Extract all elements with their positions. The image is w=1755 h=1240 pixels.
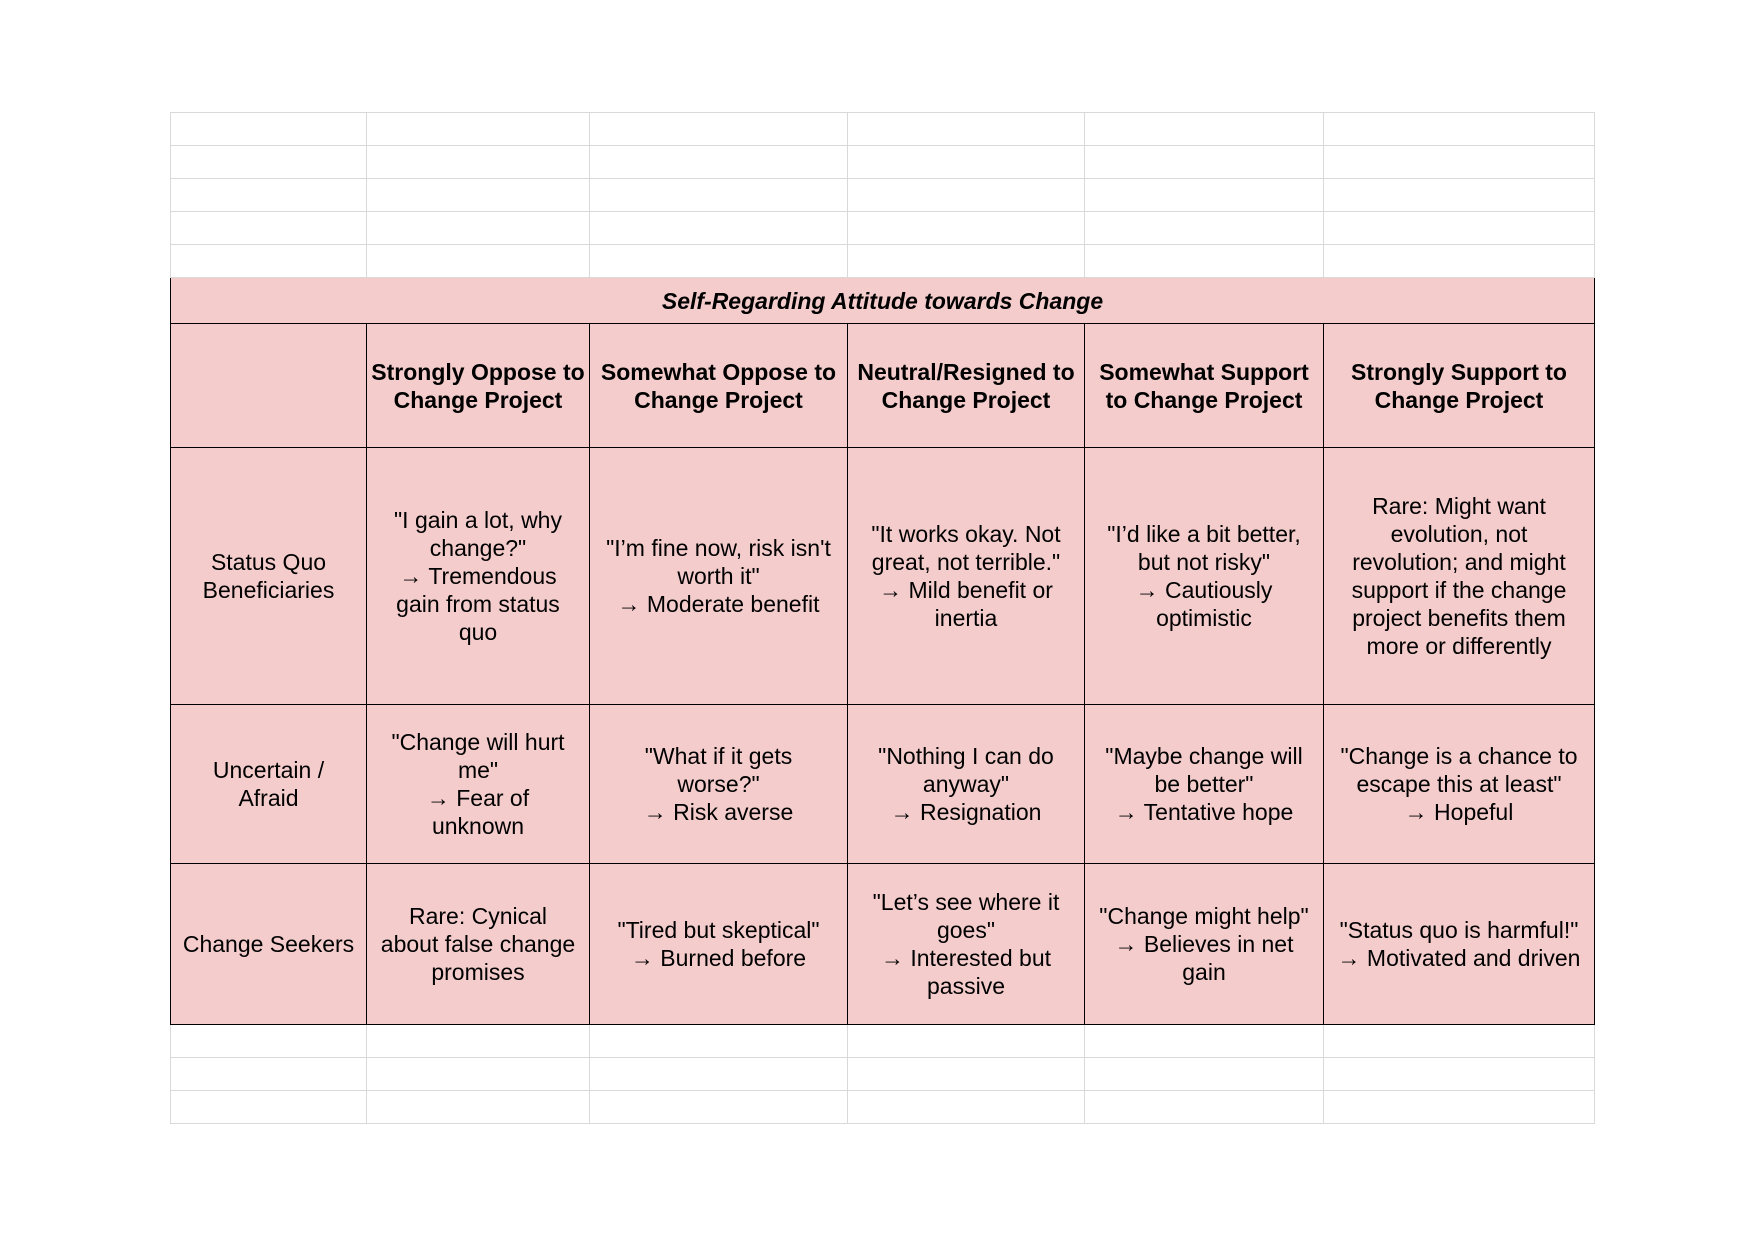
empty-cell[interactable] [1324,179,1595,212]
empty-cell[interactable] [171,1058,367,1091]
empty-cell[interactable] [171,146,367,179]
empty-cell[interactable] [367,113,590,146]
table-cell[interactable]: "Change is a chance to escape this at least" → Hopeful [1324,705,1595,864]
column-header-somewhat-oppose[interactable]: Somewhat Oppose to Change Project [590,324,848,448]
empty-row [171,1058,1595,1091]
spreadsheet-page [170,112,1594,1124]
table-cell[interactable]: Rare: Cynical about false change promises [367,864,590,1025]
empty-cell[interactable] [1085,1058,1324,1091]
table-cell[interactable]: "It works okay. Not great, not terrible." → Mild benefit or inertia [848,448,1085,705]
empty-cell[interactable] [1085,146,1324,179]
title-row [171,278,1595,324]
empty-cell[interactable] [848,245,1085,278]
empty-cell[interactable] [848,1091,1085,1124]
empty-cell[interactable] [367,1091,590,1124]
table-title[interactable]: Self-Regarding Attitude towards Change [171,278,1595,324]
empty-cell[interactable] [171,212,367,245]
empty-cell[interactable] [1324,146,1595,179]
empty-cell[interactable] [171,113,367,146]
empty-cell[interactable] [1324,113,1595,146]
empty-cell[interactable] [848,1025,1085,1058]
column-header-somewhat-support[interactable]: Somewhat Support to Change Project [1085,324,1324,448]
table-cell[interactable]: "I gain a lot, why change?" → Tremendous gain from status quo [367,448,590,705]
empty-cell[interactable] [590,146,848,179]
empty-cell[interactable] [1324,1058,1595,1091]
table-row-change-seekers [171,864,1595,1025]
empty-cell[interactable] [367,1025,590,1058]
table-cell[interactable]: "Change will hurt me" → Fear of unknown [367,705,590,864]
table-cell[interactable]: "I’m fine now, risk isn't worth it" → Moderate benefit [590,448,848,705]
empty-cell[interactable] [1324,245,1595,278]
empty-cell[interactable] [171,1091,367,1124]
empty-cell[interactable] [590,1058,848,1091]
table-cell[interactable]: "What if it gets worse?" → Risk averse [590,705,848,864]
empty-cell[interactable] [1085,1091,1324,1124]
empty-row [171,245,1595,278]
empty-cell[interactable] [590,113,848,146]
table-cell[interactable]: "Let’s see where it goes" → Interested but passive [848,864,1085,1025]
empty-cell[interactable] [848,113,1085,146]
table-cell[interactable]: "I’d like a bit better, but not risky" → Cautiously optimistic [1085,448,1324,705]
empty-cell[interactable] [367,179,590,212]
table-cell[interactable]: "Nothing I can do anyway" → Resignation [848,705,1085,864]
empty-cell[interactable] [1324,212,1595,245]
empty-cell[interactable] [590,179,848,212]
empty-cell[interactable] [590,212,848,245]
empty-row [171,1025,1595,1058]
empty-cell[interactable] [848,146,1085,179]
empty-row [171,113,1595,146]
empty-cell[interactable] [1324,1091,1595,1124]
empty-cell[interactable] [848,179,1085,212]
column-header-strongly-oppose[interactable]: Strongly Oppose to Change Project [367,324,590,448]
row-header-change-seekers[interactable]: Change Seekers [171,864,367,1025]
empty-cell[interactable] [590,1091,848,1124]
row-header-uncertain-afraid[interactable]: Uncertain / Afraid [171,705,367,864]
empty-cell[interactable] [171,179,367,212]
empty-cell[interactable] [171,1025,367,1058]
empty-cell[interactable] [1324,1025,1595,1058]
empty-cell[interactable] [590,245,848,278]
column-header-neutral-resigned[interactable]: Neutral/Resigned to Change Project [848,324,1085,448]
empty-cell[interactable] [1085,245,1324,278]
row-header-status-quo-beneficiaries[interactable]: Status Quo Beneficiaries [171,448,367,705]
empty-cell[interactable] [1085,179,1324,212]
empty-row [171,179,1595,212]
header-row [171,324,1595,448]
table-cell[interactable]: "Status quo is harmful!" → Motivated and driven [1324,864,1595,1025]
table-cell[interactable]: "Change might help" → Believes in net gain [1085,864,1324,1025]
empty-cell[interactable] [367,212,590,245]
empty-row [171,1091,1595,1124]
empty-cell[interactable] [367,146,590,179]
table-cell[interactable]: "Tired but skeptical" → Burned before [590,864,848,1025]
empty-cell[interactable] [367,245,590,278]
table-row-status-quo-beneficiaries [171,448,1595,705]
empty-cell[interactable] [1085,212,1324,245]
table-cell[interactable]: "Maybe change will be better" → Tentative hope [1085,705,1324,864]
empty-row [171,212,1595,245]
table-row-uncertain-afraid [171,705,1595,864]
attitude-matrix-sheet [170,112,1595,1124]
empty-cell[interactable] [171,245,367,278]
empty-cell[interactable] [848,212,1085,245]
empty-cell[interactable] [1085,113,1324,146]
empty-row [171,146,1595,179]
empty-cell[interactable] [367,1058,590,1091]
empty-cell[interactable] [1085,1025,1324,1058]
empty-cell[interactable] [848,1058,1085,1091]
table-cell[interactable]: Rare: Might want evolution, not revolution; and might support if the change project benefits them more or differently [1324,448,1595,705]
empty-cell[interactable] [590,1025,848,1058]
column-header-strongly-support[interactable]: Strongly Support to Change Project [1324,324,1595,448]
corner-cell[interactable] [171,324,367,448]
